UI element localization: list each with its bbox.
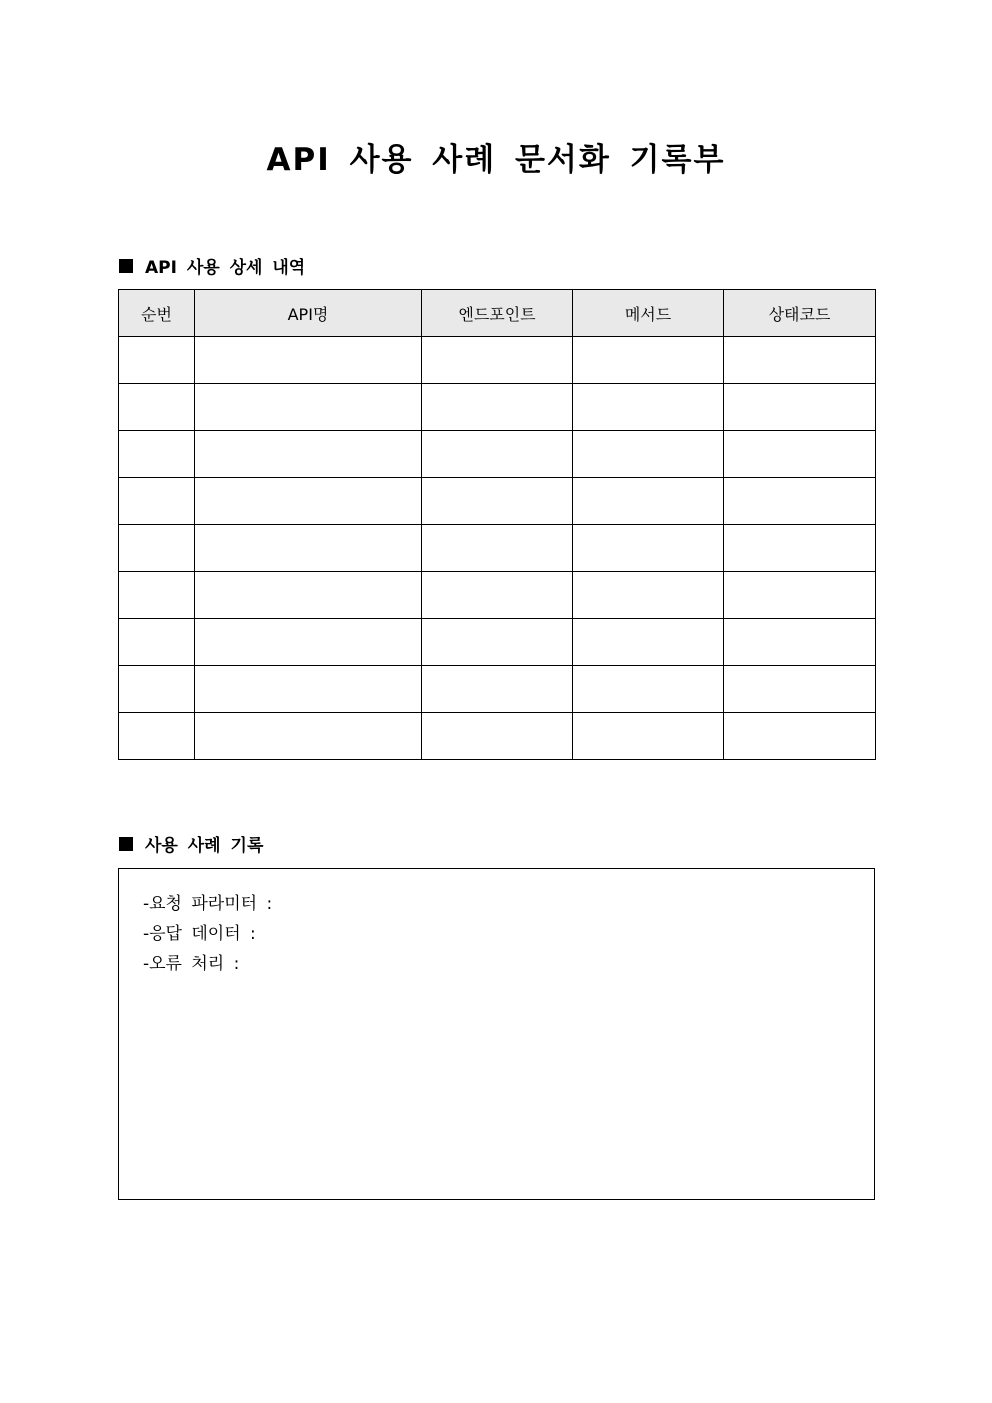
table-cell — [422, 525, 573, 572]
table-cell — [195, 713, 422, 760]
section-heading-detail — [119, 253, 305, 278]
table-cell — [724, 478, 876, 525]
table-cell — [724, 619, 876, 666]
table-cell — [422, 666, 573, 713]
table-cell — [195, 525, 422, 572]
table-cell — [724, 572, 876, 619]
table-row — [119, 572, 876, 619]
table-cell — [724, 337, 876, 384]
case-line-response-data: -응답 데이터 : — [143, 924, 256, 944]
section-heading-cases — [119, 831, 263, 856]
case-line-error-handling: -오류 처리 : — [143, 954, 240, 974]
table-cell — [119, 337, 195, 384]
table-row — [119, 713, 876, 760]
table-row — [119, 666, 876, 713]
usage-case-lines — [143, 889, 272, 979]
table-header-row — [119, 290, 876, 337]
square-bullet-icon — [119, 259, 133, 273]
table-cell — [573, 337, 724, 384]
table-cell — [724, 666, 876, 713]
table-cell — [724, 384, 876, 431]
table-cell — [119, 478, 195, 525]
table-row — [119, 525, 876, 572]
table-cell — [422, 619, 573, 666]
column-header-status-code: 상태코드 — [724, 290, 876, 337]
table-cell — [573, 384, 724, 431]
table-cell — [724, 525, 876, 572]
table-cell — [573, 525, 724, 572]
table-cell — [119, 713, 195, 760]
document-title: API 사용 사례 문서화 기록부 — [266, 142, 726, 178]
table-cell — [724, 713, 876, 760]
table-cell — [422, 384, 573, 431]
square-bullet-icon — [119, 837, 133, 851]
table-cell — [422, 431, 573, 478]
column-header-method: 메서드 — [573, 290, 724, 337]
table-cell — [573, 619, 724, 666]
table-cell — [195, 431, 422, 478]
table-cell — [573, 572, 724, 619]
table-cell — [422, 572, 573, 619]
table-cell — [195, 572, 422, 619]
column-header-endpoint: 엔드포인트 — [422, 290, 573, 337]
table-row — [119, 431, 876, 478]
table-row — [119, 619, 876, 666]
table-cell — [422, 713, 573, 760]
table-row — [119, 478, 876, 525]
table-cell — [119, 525, 195, 572]
section-heading-detail-label: API 사용 상세 내역 — [145, 258, 306, 278]
usage-case-box — [118, 868, 875, 1200]
table-row — [119, 337, 876, 384]
table-cell — [195, 619, 422, 666]
table-cell — [573, 431, 724, 478]
table-cell — [724, 431, 876, 478]
table-cell — [119, 572, 195, 619]
table-cell — [422, 337, 573, 384]
table-cell — [119, 666, 195, 713]
table-cell — [119, 619, 195, 666]
api-detail-table — [118, 289, 876, 760]
table-cell — [573, 713, 724, 760]
section-heading-cases-label: 사용 사례 기록 — [145, 836, 264, 856]
table-cell — [195, 337, 422, 384]
table-cell — [195, 478, 422, 525]
table-cell — [119, 431, 195, 478]
column-header-api-name: API명 — [195, 290, 422, 337]
table-row — [119, 384, 876, 431]
column-header-no: 순번 — [119, 290, 195, 337]
table-cell — [573, 478, 724, 525]
table-cell — [195, 384, 422, 431]
table-cell — [422, 478, 573, 525]
table-cell — [195, 666, 422, 713]
api-detail-table-body — [119, 337, 876, 760]
case-line-request-params: -요청 파라미터 : — [143, 894, 273, 914]
table-cell — [573, 666, 724, 713]
table-cell — [119, 384, 195, 431]
